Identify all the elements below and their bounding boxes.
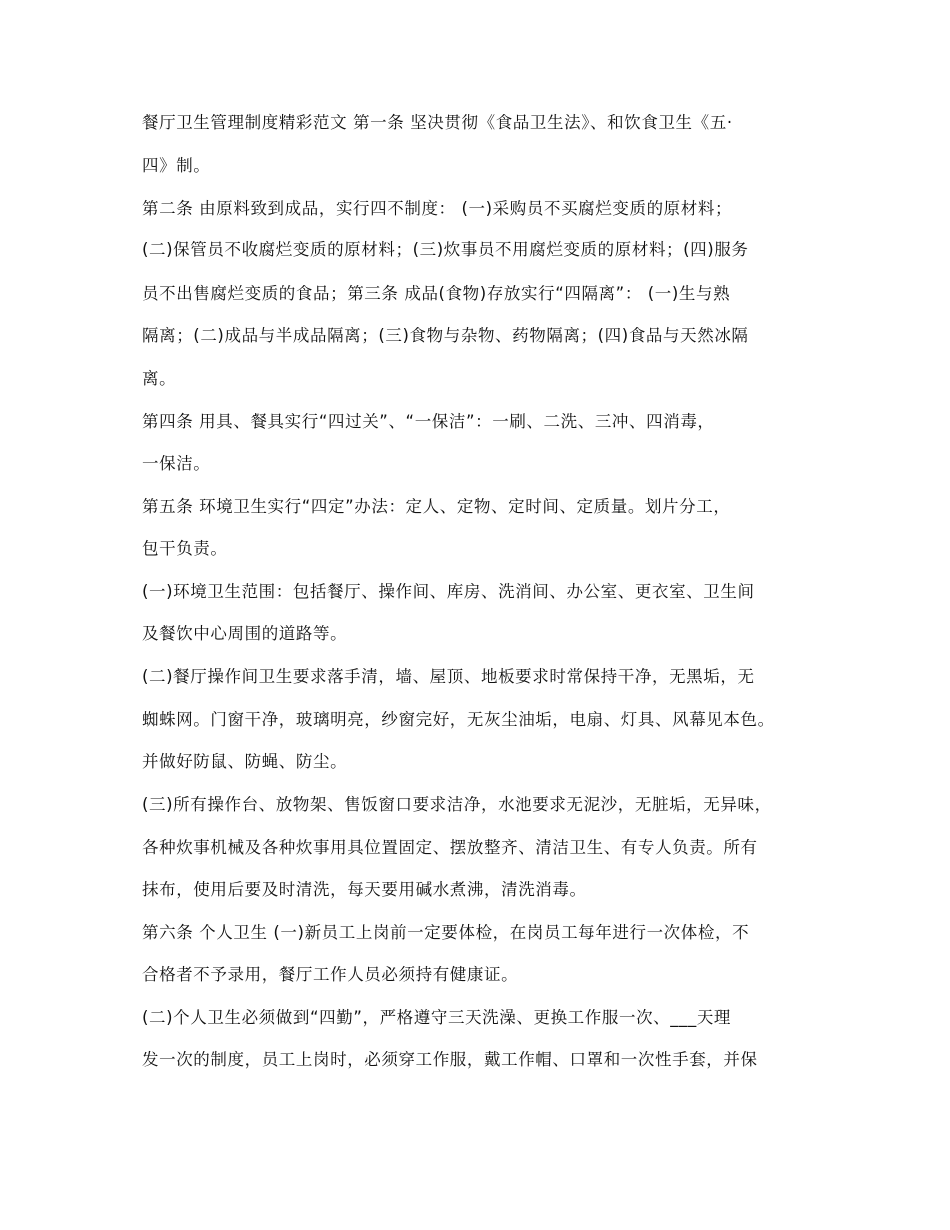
text-line: (一)环境卫生范围：包括餐厅、操作间、库房、洗消间、办公室、更衣室、卫生间 xyxy=(142,582,755,601)
text-line: 包干负责。 xyxy=(142,539,228,558)
text-line: 一保洁。 xyxy=(142,454,211,473)
text-line: 合格者不予录用，餐厅工作人员必须持有健康证。 xyxy=(142,965,519,984)
text-line: (三)所有操作台、放物架、售饭窗口要求洁净，水池要求无泥沙，无脏垢，无异味， xyxy=(142,795,772,814)
text-line: 并做好防鼠、防蝇、防尘。 xyxy=(142,752,348,771)
text-line: 发一次的制度，员工上岗时，必须穿工作服，戴工作帽、口罩和一次性手套，并保 xyxy=(142,1050,758,1069)
text-line: 及餐饮中心周围的道路等。 xyxy=(142,624,348,643)
text-line: 离。 xyxy=(142,369,177,388)
text-line: 第五条 环境卫生实行“四定”办法：定人、定物、定时间、定质量。划片分工， xyxy=(142,497,731,516)
text-line: 抹布，使用后要及时清洗，每天要用碱水煮沸，清洗消毒。 xyxy=(142,880,587,899)
text-line: 第六条 个人卫生 (一)新员工上岗前一定要体检，在岗员工每年进行一次体检，不 xyxy=(142,923,750,942)
text-line: 第二条 由原料致到成品，实行四不制度： (一)采购员不买腐烂变质的原材料； xyxy=(142,199,733,218)
text-line: (二)个人卫生必须做到“四勤”，严格遵守三天洗澡、更换工作服一次、___天理 xyxy=(142,1008,732,1027)
text-line: 各种炊事机械及各种炊事用具位置固定、摆放整齐、清洁卫生、有专人负责。所有 xyxy=(142,838,758,857)
text-line: (二)保管员不收腐烂变质的原材料；(三)炊事员不用腐烂变质的原材料；(四)服务 xyxy=(142,240,749,259)
text-line: 餐厅卫生管理制度精彩范文 第一条 坚决贯彻《食品卫生法》、和饮食卫生《五· xyxy=(142,113,733,132)
text-line: 第四条 用具、餐具实行“四过关”、“一保洁”：一刷、二洗、三冲、四消毒， xyxy=(142,412,715,431)
text-line: (二)餐厅操作间卫生要求落手清，墙、屋顶、地板要求时常保持干净，无黑垢，无 xyxy=(142,667,755,686)
text-line: 隔离；(二)成品与半成品隔离；(三)食物与杂物、药物隔离；(四)食品与天然冰隔 xyxy=(142,326,749,345)
text-line: 蜘蛛网。门窗干净，玻璃明亮，纱窗完好，无灰尘油垢，电扇、灯具、风幕见本色。 xyxy=(142,710,775,729)
text-line: 四》制。 xyxy=(142,156,211,175)
text-line: 员不出售腐烂变质的食品；第三条 成品(食物)存放实行“四隔离”： (一)生与熟 xyxy=(142,284,731,303)
